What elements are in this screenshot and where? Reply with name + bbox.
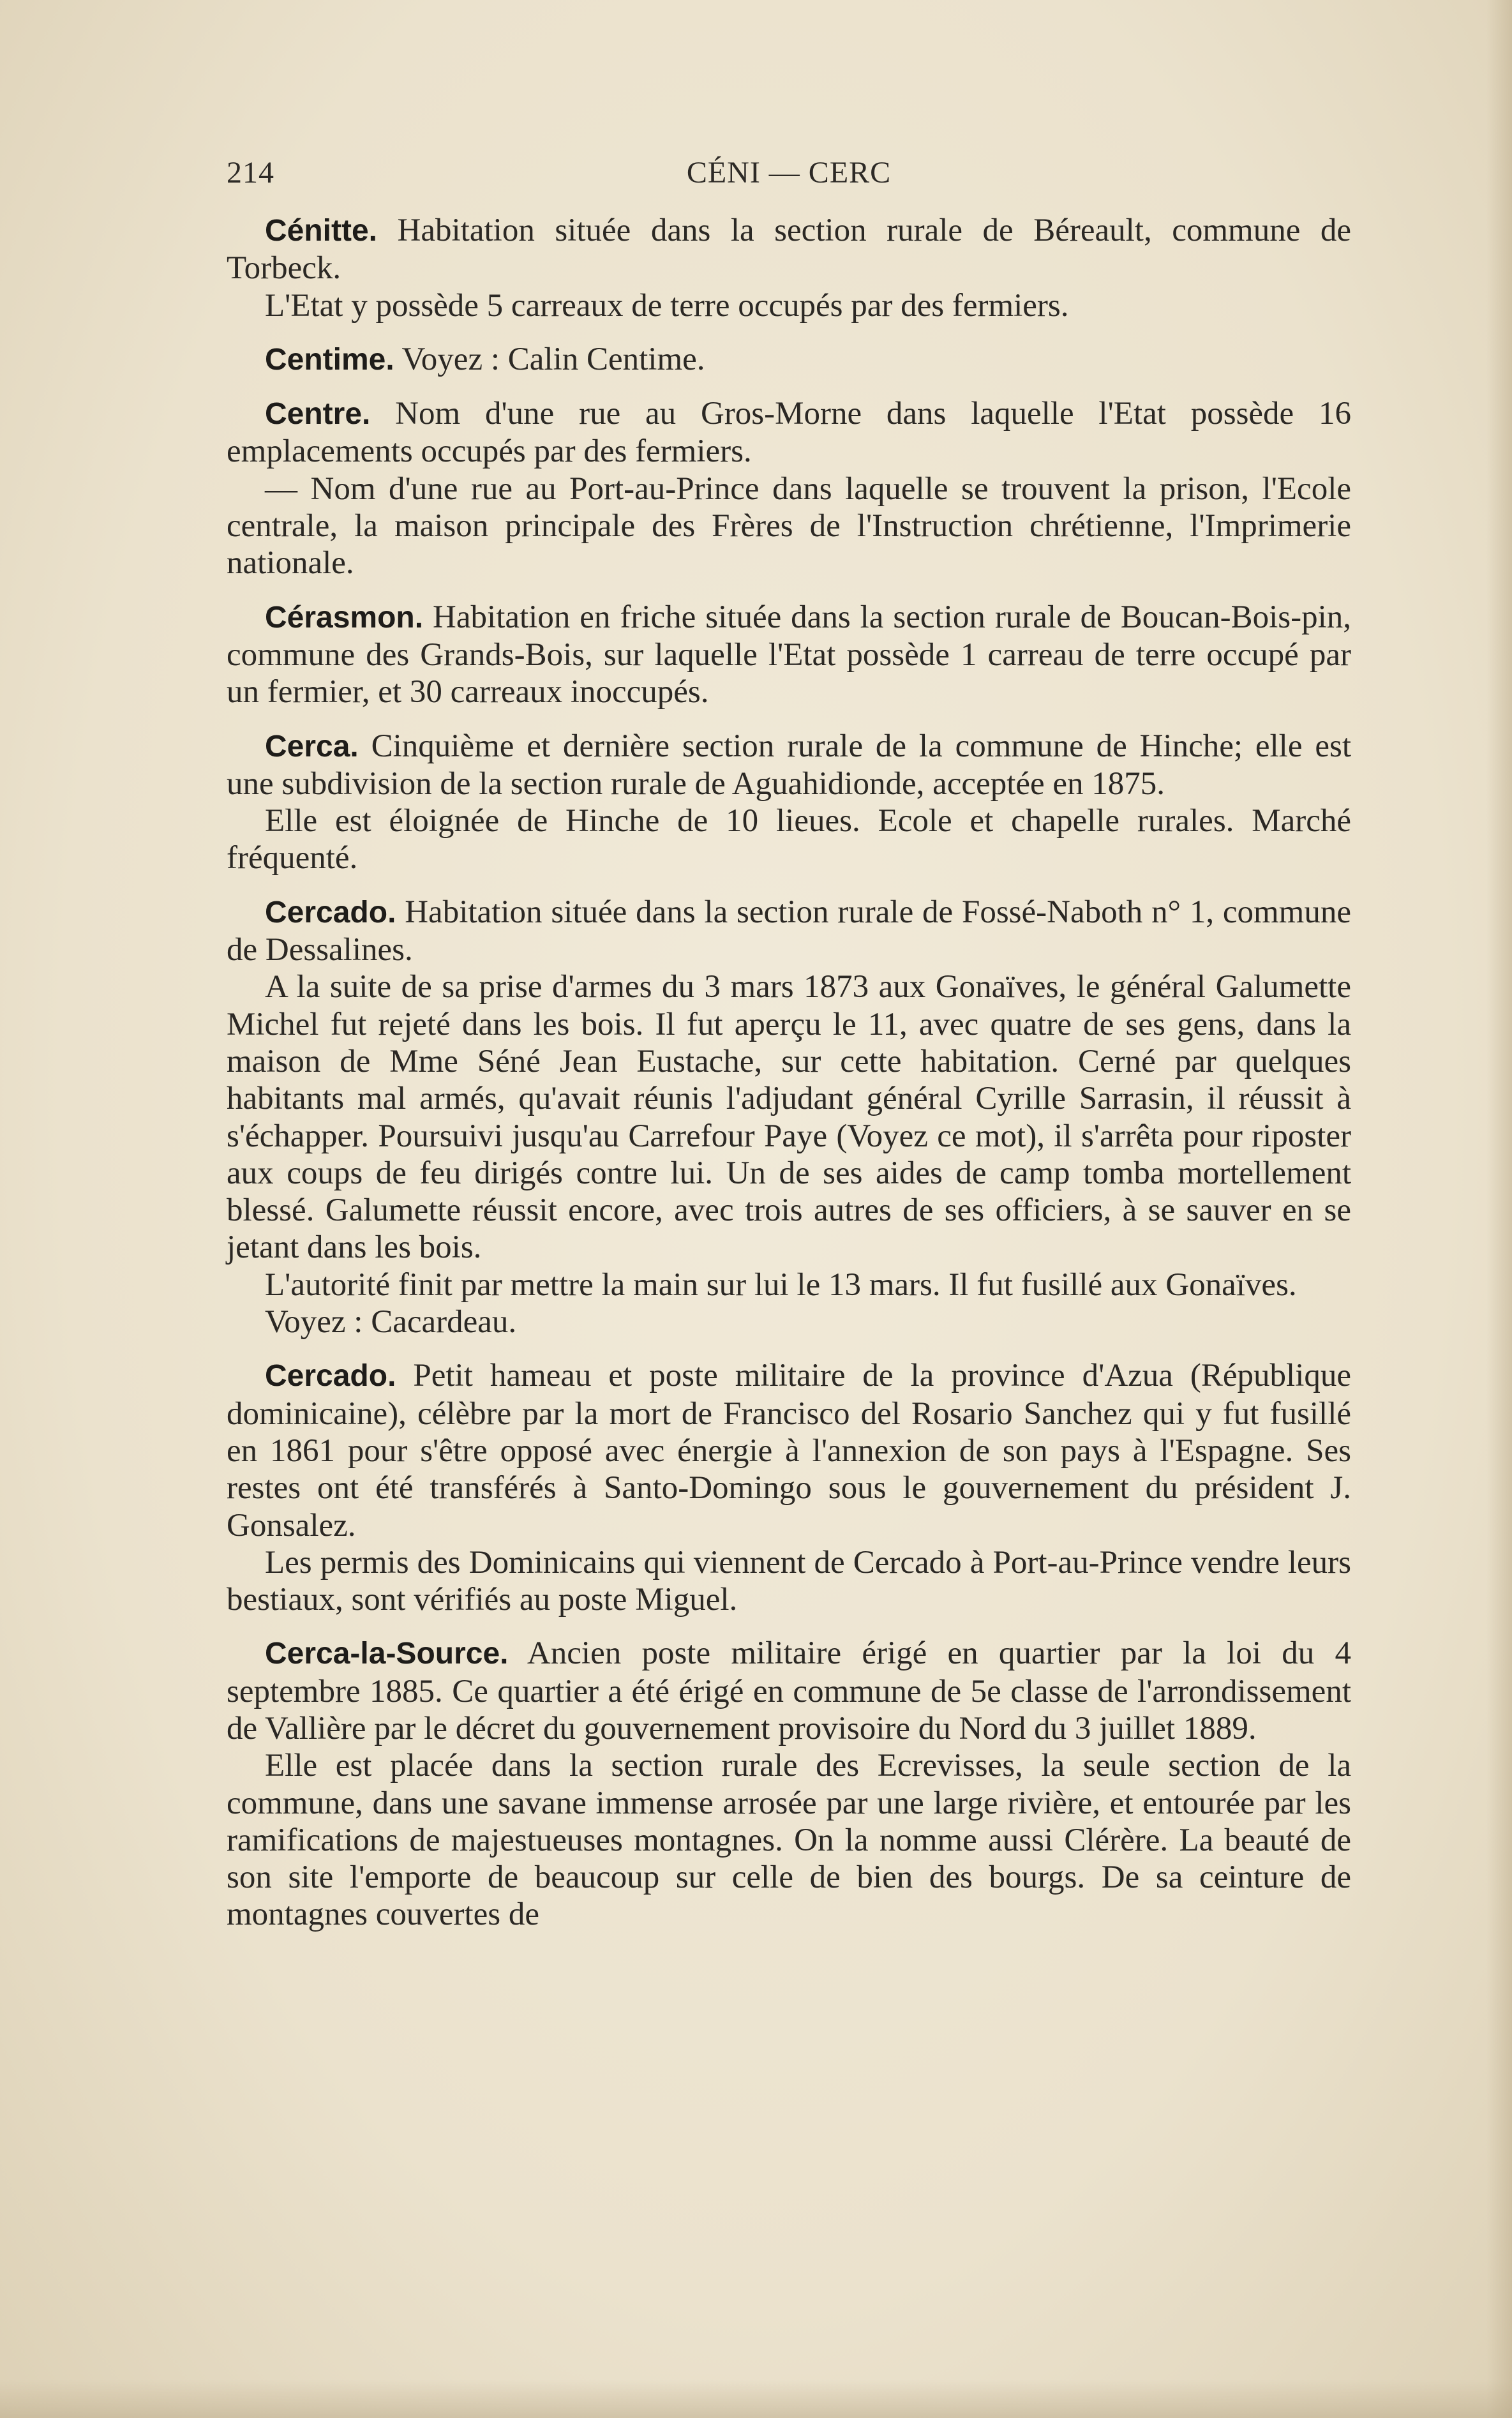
entry-cerca [227, 728, 1351, 877]
entry-cercado-habitation [227, 894, 1351, 1341]
entry-headword: Centime. [265, 342, 394, 377]
entry-headword: Cercado. [265, 1359, 396, 1393]
entry-cenitte [227, 212, 1351, 324]
page-edge-shadow [1486, 0, 1512, 2418]
entry-paragraph: L'autorité finit par mettre la main sur lui le 13 mars. Il fut fusillé aux Gonaïves. [265, 1266, 1297, 1303]
entry-paragraph: Elle est placée dans la section rurale des Ecrevisses, la seule section de la commune, dans une savane immense arrosée par une large rivière, et entourée par les ramifications de majestueuses montagnes. On la nomme aussi Clérère. La beauté de son site l'emporte de beaucoup sur celle de bien des bourgs. De sa ceinture de montagnes couvertes de [227, 1748, 1351, 1933]
page-number: 214 [227, 156, 274, 190]
entry-centime [227, 341, 1351, 379]
entry-text: Nom d'une rue au Gros-Morne dans laquelle l'Etat possède 16 emplacements occupés par des fermiers. [227, 396, 1351, 470]
entry-cerasmon [227, 599, 1351, 711]
dictionary-text [227, 212, 1351, 1934]
page-header [227, 155, 1351, 200]
entry-paragraph: Les permis des Dominicains qui viennent de Cercado à Port-au-Prince vendre leurs bestiaux, sont vérifiés au poste Miguel. [227, 1544, 1351, 1618]
entry-text: Ancien poste militaire érigé en quartier par la loi du 4 septembre 1885. Ce quartier a été érigé en commune de 5e classe de l'arrondissement de Vallière par le décret du gouvernement provisoire du Nord du 3 juillet 1889. [227, 1635, 1351, 1746]
entry-cerca-la-source [227, 1635, 1351, 1933]
entry-headword: Cerca-la-Source. [265, 1637, 509, 1671]
entry-text: Cinquième et dernière section rurale de la commune de Hinche; elle est une subdivision de la section rurale de Aguahidionde, acceptée en 1875. [227, 728, 1351, 802]
entry-paragraph: L'Etat y possède 5 carreaux de terre occupés par des fermiers. [265, 287, 1069, 324]
entry-headword: Centre. [265, 397, 371, 432]
entry-centre [227, 395, 1351, 582]
entry-headword: Cercado. [265, 895, 396, 929]
entry-text: Habitation située dans la section rurale de Fossé-Naboth n° 1, commune de Dessalines. [227, 894, 1351, 968]
entry-cercado-hameau [227, 1357, 1351, 1618]
entry-paragraph: — Nom d'une rue au Port-au-Prince dans laquelle se trouvent la prison, l'Ecole centrale, la maison principale des Frères de l'Instruction chrétienne, l'Imprimerie nationale. [227, 470, 1351, 582]
entry-text: Voyez : Calin Centime. [394, 341, 705, 377]
entry-paragraph: Elle est éloignée de Hinche de 10 lieues. Ecole et chapelle rurales. Marché fréquenté. [227, 803, 1351, 876]
entry-headword: Cénitte. [265, 214, 378, 248]
running-head: CÉNI — CERC [686, 156, 892, 190]
entry-paragraph: A la suite de sa prise d'armes du 3 mars 1873 aux Gonaïves, le général Galumette Michel fut rejeté dans les bois. Il fut aperçu le 11, avec quatre de ses gens, dans la maison de Mme Séné Jean Eustache, sur cette habitation. Cerné par quelques habitants mal armés, qu'avait réunis l'adjudant général Cyrille Sarrasin, il réussit à s'échapper. Poursuivi jusqu'au Carrefour Paye (Voyez ce mot), il s'arrêta pour riposter aux coups de feu dirigés contre lui. Un de ses aides de camp tomba mortellement blessé. Galumette réussit encore, avec trois autres de ses officiers, à se sauver en se jetant dans les bois. [227, 969, 1351, 1266]
page-bottom-shadow [0, 2380, 1512, 2418]
entry-paragraph: Voyez : Cacardeau. [265, 1304, 517, 1340]
entry-text: Petit hameau et poste militaire de la province d'Azua (République dominicaine), célèbre par la mort de Francisco del Rosario Sanchez qui y fut fusillé en 1861 pour s'être opposé avec énergie à l'annexion de son pays à l'Espagne. Ses restes ont été transférés à Santo-Domingo sous le gouvernement du président J. Gonsalez. [227, 1358, 1351, 1543]
entry-headword: Cérasmon. [265, 600, 424, 635]
entry-text: Habitation en friche située dans la section rurale de Boucan-Bois-pin, commune des Grands-Bois, sur laquelle l'Etat possède 1 carreau de terre occupé par un fermier, et 30 carreaux inoccupés. [227, 599, 1351, 710]
entry-text: Habitation située dans la section rurale de Béreault, commune de Torbeck. [227, 213, 1351, 287]
entry-headword: Cerca. [265, 729, 359, 763]
